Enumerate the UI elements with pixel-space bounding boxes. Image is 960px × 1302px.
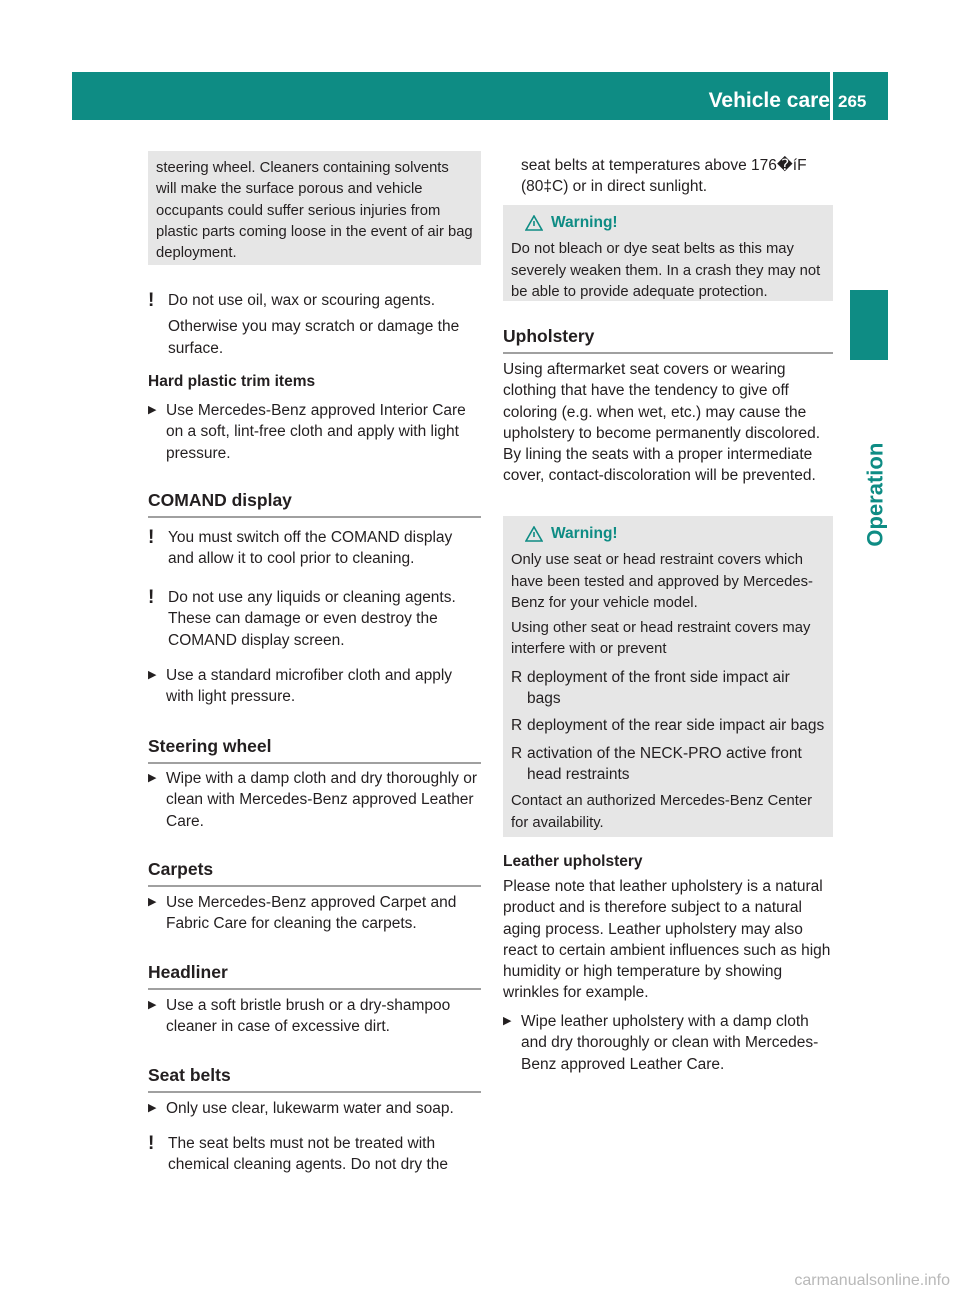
section-comand-display: COMAND display: [148, 488, 481, 518]
step-arrow-icon: ▶: [148, 1102, 157, 1114]
step-text: Use a standard microfiber cloth and apply with light pressure.: [166, 667, 453, 706]
list-item-text: activation of the NECK-PRO active front head restraints: [527, 744, 802, 783]
warning-box-seat-covers: [503, 516, 833, 837]
caution-box-continued: [148, 151, 481, 265]
step-text: Use Mercedes-Benz approved Interior Care on a soft, lint-free cloth and apply with light pressure.: [166, 402, 466, 462]
side-tab: [855, 443, 895, 547]
seat-belts-note-continued: seat belts at temperatures above 176�íF (80‡C) or in direct sunlight.: [521, 157, 807, 196]
section-headliner: Headliner: [148, 960, 481, 990]
bullet-icon: R: [511, 717, 523, 735]
upholstery-paragraph: Using aftermarket seat covers or wearing clothing that have the tendency to give off coloring (e.g. when wet, etc.) may cause the upholstery to become permanently discolored. By lining the seats with a proper intermediate cover, contact-discoloration will be prevented.: [503, 361, 821, 485]
warning-box-seat-belts: [503, 205, 833, 301]
list-item: [511, 743, 825, 786]
step-arrow-icon: ▶: [148, 669, 157, 681]
note-comand-liquids: [148, 587, 481, 651]
note-oil: [148, 290, 481, 359]
exclamation-icon: !: [148, 1133, 155, 1154]
warning-text: Only use seat or head restraint covers which have been tested and approved by Mercedes-Benz for your vehicle model.: [511, 552, 813, 611]
side-tab-marker: [850, 290, 888, 360]
exclamation-icon: !: [148, 527, 155, 548]
bullet-icon: R: [511, 668, 523, 686]
warning-header: [511, 523, 825, 544]
warning-triangle-icon: [525, 526, 543, 542]
side-tab-label: Operation: [862, 443, 888, 547]
step-arrow-icon: ▶: [148, 896, 157, 908]
note-oil-text: Do not use oil, wax or scouring agents.: [168, 292, 436, 309]
step-arrow-icon: ▶: [148, 772, 157, 784]
warning-text: Using other seat or head restraint covers may interfere with or prevent: [511, 620, 811, 658]
bullet-icon: R: [511, 744, 523, 762]
step-arrow-icon: ▶: [148, 404, 157, 416]
note-comand-switch-off: [148, 527, 481, 570]
section-seat-belts: Seat belts: [148, 1063, 481, 1093]
seat-belts-step: [148, 1098, 481, 1119]
hard-plastic-heading: Hard plastic trim items: [148, 373, 316, 390]
leather-paragraph: Please note that leather upholstery is a natural product and is therefore subject to a natural aging process. Leather upholstery may also react to certain ambient influences such as high humidity or high temperature by showing wrinkles for example.: [503, 878, 831, 1002]
note-text: Do not use any liquids or cleaning agents. These can damage or even destroy the COMAND display screen.: [168, 589, 456, 649]
headliner-step: [148, 995, 481, 1038]
list-item: [511, 667, 825, 710]
exclamation-icon: !: [148, 587, 155, 608]
leather-step: [503, 1011, 833, 1075]
list-item: [511, 715, 825, 736]
list-item-text: deployment of the rear side impact air bags: [527, 717, 825, 735]
step-arrow-icon: ▶: [503, 1015, 512, 1027]
watermark: carmanualsonline.info: [794, 1272, 950, 1289]
step-text: Wipe leather upholstery with a damp cloth and dry thoroughly or clean with Mercedes-Benz approved Leather Care.: [521, 1013, 819, 1073]
warning-triangle-icon: [525, 215, 543, 231]
caution-text: steering wheel. Cleaners containing solvents will make the surface porous and vehicle occupants could suffer serious injuries from plastic parts coming loose in the event of air bag deployment.: [156, 160, 473, 262]
section-carpets: Carpets: [148, 857, 481, 887]
header-divider: [830, 72, 833, 120]
warning-header: [511, 212, 825, 233]
steering-step: [148, 768, 481, 832]
note-text: The seat belts must not be treated with chemical cleaning agents. Do not dry the: [168, 1135, 449, 1174]
note-seat-belts: [148, 1133, 481, 1176]
step-arrow-icon: ▶: [148, 999, 157, 1011]
section-steering-wheel: Steering wheel: [148, 734, 481, 764]
note-text: You must switch off the COMAND display and allow it to cool prior to cleaning.: [168, 529, 453, 568]
hard-plastic-step: [148, 400, 481, 464]
page-title: Vehicle care: [708, 89, 830, 112]
leather-heading: Leather upholstery: [503, 853, 643, 870]
page-number: 265: [838, 92, 867, 111]
warning-title: Warning!: [551, 214, 618, 231]
exclamation-icon: !: [148, 290, 155, 311]
carpets-step: [148, 892, 481, 935]
step-text: Only use clear, lukewarm water and soap.: [166, 1100, 454, 1117]
section-upholstery: Upholstery: [503, 324, 833, 354]
step-text: Use a soft bristle brush or a dry-shampoo cleaner in case of excessive dirt.: [166, 997, 451, 1036]
warning-text: Do not bleach or dye seat belts as this may severely weaken them. In a crash they may not be able to provide adequate protection.: [511, 241, 821, 300]
step-text: Use Mercedes-Benz approved Carpet and Fabric Care for cleaning the carpets.: [166, 894, 457, 933]
step-text: Wipe with a damp cloth and dry thoroughly or clean with Mercedes-Benz approved Leather Care.: [166, 770, 478, 830]
comand-step: [148, 665, 481, 708]
warning-text: Contact an authorized Mercedes-Benz Center for availability.: [511, 793, 813, 831]
warning-title: Warning!: [551, 525, 618, 542]
note-oil-continued: Otherwise you may scratch or damage the surface.: [168, 318, 460, 357]
list-item-text: deployment of the front side impact air bags: [527, 668, 790, 708]
